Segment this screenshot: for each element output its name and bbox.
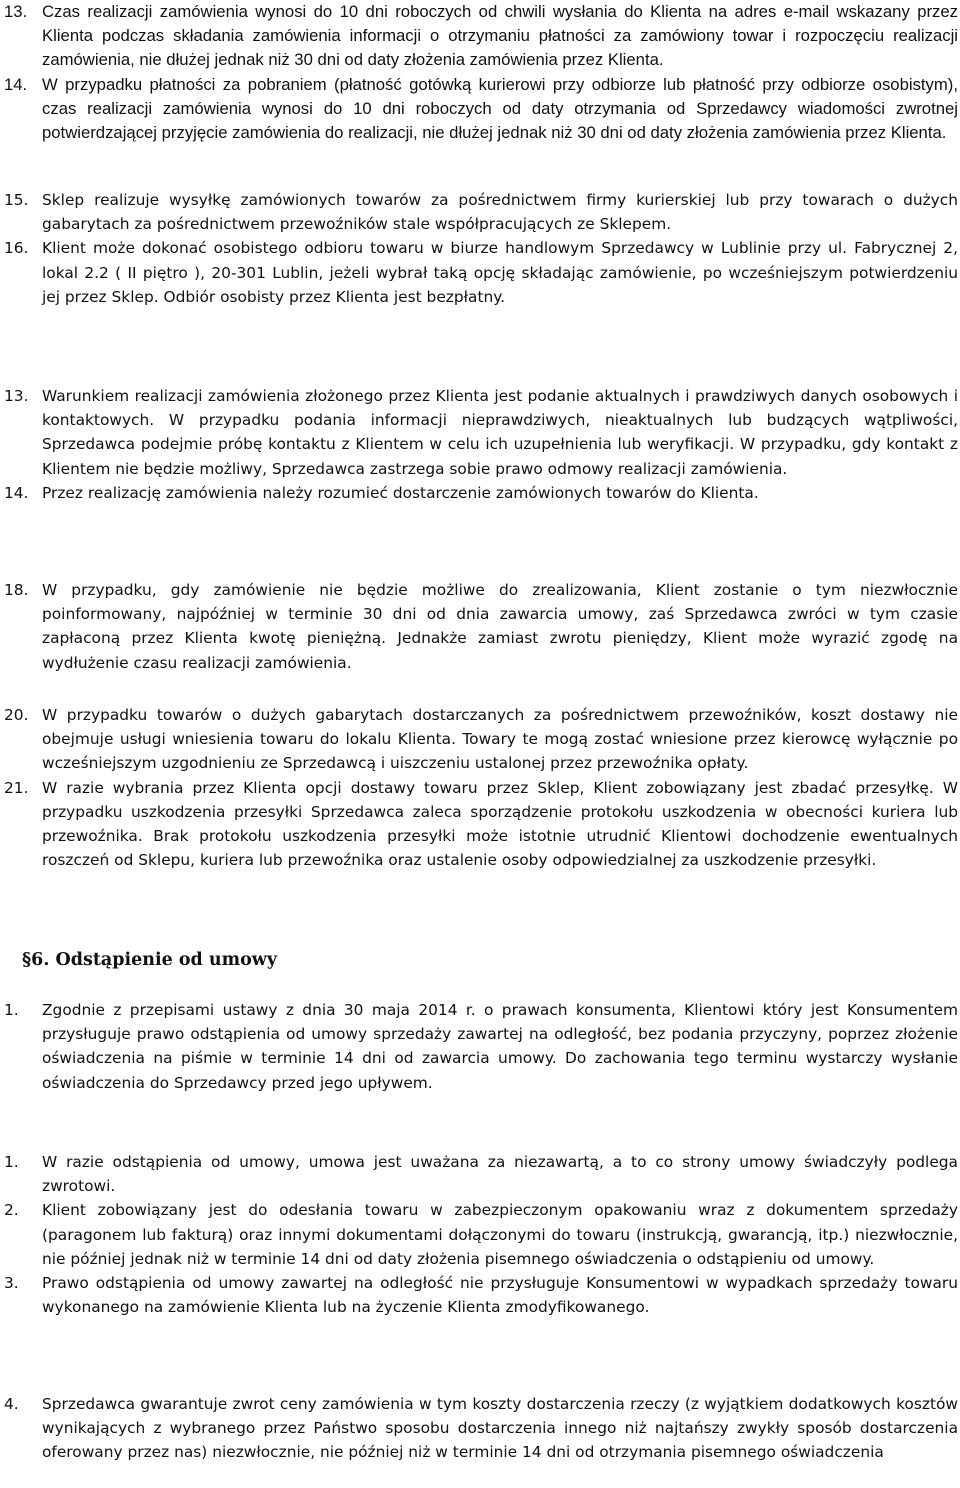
item-text: Sprzedawca gwarantuje zwrot ceny zamówienia w tym koszty dostarczenia rzeczy (z wyjątkiem dodatkowych kosztów wynikających z wybranego przez Państwo sposobu dostarczenia innego niż najtańszy zwykły sposób dostarczenia oferowany przez nas) niezwłocznie, nie później niż w terminie 14 dni od otrzymania pisemnego oświadczenia bbox=[42, 1395, 958, 1462]
list-item bbox=[4, 703, 958, 776]
section-withdrawal-right bbox=[4, 998, 958, 1095]
item-text: Klient może dokonać osobistego odbioru towaru w biurze handlowym Sprzedawcy w Lublinie przy ul. Fabrycznej 2, lokal 2.2 ( II piętro ), 20-301 Lublin, jeżeli wybrał taką opcję składając zamówienie, po wcześniejszym potwierdzeniu jej przez Sklep. Odbiór osobisty przez Klienta jest bezpłatny. bbox=[42, 239, 958, 306]
section-delivery bbox=[4, 188, 958, 309]
list-item bbox=[4, 578, 958, 675]
item-number: 14. bbox=[4, 74, 28, 94]
item-number: 1. bbox=[4, 1153, 19, 1171]
item-text: Warunkiem realizacji zamówienia złożonego przez Klienta jest podanie aktualnych i prawdziwych danych osobowych i kontaktowych. W przypadku podania informacji nieprawdziwych, nieaktualnych lub budzących wątpliwości, Sprzedawca podejmie próbę kontaktu z Klientem w celu ich uzupełnienia lub weryfikacji. W przypadku, gdy kontakt z Klientem nie będzie możliwy, Sprzedawca zastrzega sobie prawo odmowy realizacji zamówienia. bbox=[42, 387, 958, 478]
item-text: Zgodnie z przepisami ustawy z dnia 30 maja 2014 r. o prawach konsumenta, Klientowi który jest Konsumentem przysługuje prawo odstąpienia od umowy sprzedaży zawartej na odległość, bez podania przyczyny, poprzez złożenie oświadczenia na piśmie w terminie 14 dni od zawarcia umowy. Do zachowania tego terminu wystarczy wysłanie oświadczenia do Sprzedawcy przed jego upływem. bbox=[42, 1001, 958, 1092]
section-order-fulfillment-a bbox=[4, 0, 958, 145]
item-text: W przypadku towarów o dużych gabarytach dostarczanych za pośrednictwem przewoźników, koszt dostawy nie obejmuje usługi wniesienia towaru do lokalu Klienta. Towary te mogą zostać wniesione przez kierowcę wyłącznie po wcześniejszym uzgodnieniu ze Sprzedawcą i uiszczeniu ustalonej przez przewoźnika opłaty. bbox=[42, 706, 958, 773]
item-text: Czas realizacji zamówienia wynosi do 10 dni roboczych od chwili wysłania do Klienta na adres e-mail wskazany przez Klienta podczas składania zamówienia informacji o otrzymaniu płatności za zamówiony towar i rozpoczęciu realizacji zamówienia, nie dłużej jednak niż 30 dni od daty złożenia zamówienia przez Klienta. bbox=[42, 2, 958, 70]
list-item bbox=[4, 481, 958, 505]
section-heading: §6. Odstąpienie od umowy bbox=[22, 950, 278, 970]
section-large-items bbox=[4, 703, 958, 872]
item-number: 4. bbox=[4, 1395, 19, 1413]
item-number: 2. bbox=[4, 1201, 19, 1220]
item-number: 16. bbox=[4, 239, 29, 258]
list-item bbox=[4, 73, 958, 146]
item-text: W przypadku płatności za pobraniem (płatność gotówką kurierowi przy odbiorze lub płatność przy odbiorze osobistym), czas realizacji zamówienia wynosi do 10 dni roboczych od daty otrzymania od Sprzedawcy wiadomości zwrotnej potwierdzającej przyjęcie zamówienia do realizacji, nie dłużej jednak niż 30 dni od daty złożenia zamówienia przez Klienta. bbox=[42, 74, 958, 143]
list-item bbox=[4, 188, 958, 236]
list-item bbox=[4, 998, 958, 1095]
section-refund bbox=[4, 1392, 958, 1465]
list-item bbox=[4, 1271, 958, 1319]
item-number: 21. bbox=[4, 778, 29, 797]
item-text: W razie odstąpienia od umowy, umowa jest uważana za niezawartą, a to co strony umowy świadczyły podlega zwrotowi. bbox=[42, 1153, 958, 1196]
item-number: 18. bbox=[4, 581, 29, 599]
item-number: 3. bbox=[4, 1274, 19, 1293]
section-unfulfillable-order bbox=[4, 578, 958, 675]
section-withdrawal-effects bbox=[4, 1150, 958, 1319]
list-item bbox=[4, 1392, 958, 1465]
item-number: 13. bbox=[4, 2, 28, 21]
item-text: W przypadku, gdy zamówienie nie będzie możliwe do zrealizowania, Klient zostanie o tym niezwłocznie poinformowany, najpóźniej w terminie 30 dni od dnia zawarcia umowy, zaś Sprzedawca zwróci w tym czasie zapłaconą przez Klienta kwotę pieniężną. Jednakże zamiast zwrotu pieniędzy, Klient może wyrazić zgodę na wydłużenie czasu realizacji zamówienia. bbox=[42, 581, 958, 672]
list-item bbox=[4, 1150, 958, 1198]
list-item bbox=[4, 1198, 958, 1271]
item-number: 13. bbox=[4, 387, 29, 405]
list-item bbox=[4, 384, 958, 481]
item-number: 20. bbox=[4, 706, 29, 724]
item-number: 1. bbox=[4, 1001, 19, 1019]
item-text: W razie wybrania przez Klienta opcji dostawy towaru przez Sklep, Klient zobowiązany jest zbadać przesyłkę. W przypadku uszkodzenia przesyłki Sprzedawca zaleca sporządzenie protokołu uszkodzenia w obecności kuriera lub przewoźnika. Brak protokołu uszkodzenia przesyłki może istotnie utrudnić Klientowi dochodzenie ewentualnych roszczeń od Sklepu, kuriera lub przewoźnika oraz ustalenie osoby odpowiedzialnej za uszkodzenie przesyłki. bbox=[42, 778, 958, 870]
list-item bbox=[4, 776, 958, 873]
item-text: Prawo odstąpienia od umowy zawartej na odległość nie przysługuje Konsumentowi w wypadkach sprzedaży towaru wykonanego na zamówienie Klienta lub na życzenie Klienta zmodyfikowanego. bbox=[42, 1274, 958, 1317]
list-item bbox=[4, 236, 958, 309]
section-order-fulfillment-b bbox=[4, 384, 958, 505]
item-text: Sklep realizuje wysyłkę zamówionych towarów za pośrednictwem firmy kurierskiej lub przy towarach o dużych gabarytach za pośrednictwem przewoźników stale współpracujących ze Sklepem. bbox=[42, 191, 958, 234]
list-item bbox=[4, 0, 958, 73]
item-number: 14. bbox=[4, 483, 29, 502]
item-text: Klient zobowiązany jest do odesłania towaru w zabezpieczonym opakowaniu wraz z dokumentem sprzedaży (paragonem lub fakturą) oraz innymi dokumentami dołączonymi do towaru (instrukcją, gwarancją, itp.) niezwłocznie, nie później jednak niż w terminie 14 dni od daty złożenia pisemnego oświadczenia o odstąpieniu od umowy. bbox=[42, 1201, 958, 1268]
item-number: 15. bbox=[4, 191, 29, 209]
item-text: Przez realizację zamówienia należy rozumieć dostarczenie zamówionych towarów do Klienta. bbox=[42, 483, 759, 502]
